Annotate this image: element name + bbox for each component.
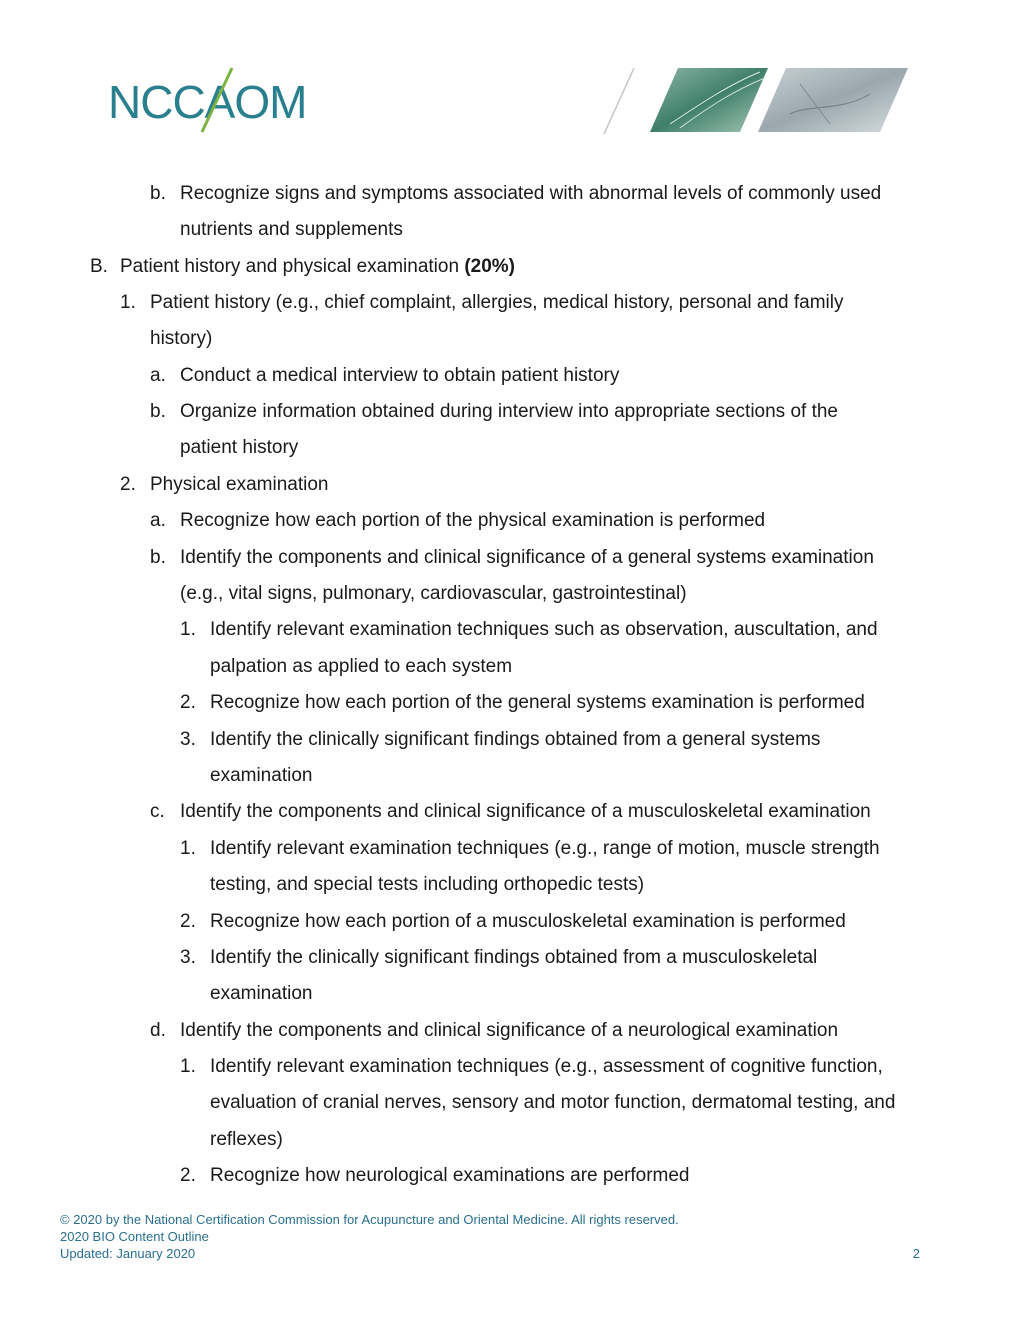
logo-text: NCCAOM — [108, 76, 307, 128]
section-weight: (20%) — [464, 256, 515, 277]
page-footer — [60, 1211, 920, 1262]
list-item-continuation: palpation as applied to each system — [210, 656, 513, 677]
list-marker: 2. — [180, 911, 196, 932]
list-item-text: Identify the clinically significant findings obtained from a general systems — [210, 729, 821, 750]
list-marker: a. — [150, 510, 166, 531]
list-marker: B. — [90, 256, 108, 277]
list-marker: 3. — [180, 729, 196, 750]
copyright-text: © 2020 by the National Certification Commission for Acupuncture and Oriental Medicine. All rights reserved. — [60, 1212, 679, 1227]
list-item-text: Identify the components and clinical significance of a neurological examination — [180, 1020, 839, 1041]
page-header — [0, 0, 1020, 150]
list-item-text: Patient history (e.g., chief complaint, allergies, medical history, personal and family — [150, 292, 844, 313]
list-item-continuation: history) — [150, 328, 213, 349]
list-marker: d. — [150, 1020, 166, 1041]
list-item-text: Identify the components and clinical significance of a general systems examination — [180, 547, 874, 568]
list-marker: 2. — [120, 474, 136, 495]
nccaom-logo — [108, 62, 323, 138]
list-item-text: Identify the components and clinical significance of a musculoskeletal examination — [180, 801, 871, 822]
list-marker: 2. — [180, 1165, 196, 1186]
list-item-continuation: (e.g., vital signs, pulmonary, cardiovascular, gastrointestinal) — [180, 583, 687, 604]
list-item-text: Identify the clinically significant findings obtained from a musculoskeletal — [210, 947, 818, 968]
list-item-text: Recognize how each portion of the physical examination is performed — [180, 510, 766, 531]
page-number: 2 — [912, 1246, 920, 1261]
list-item-text: Organize information obtained during interview into appropriate sections of the — [180, 401, 838, 422]
list-item-continuation: reflexes) — [210, 1129, 283, 1150]
list-marker: c. — [150, 801, 165, 822]
list-item-text: Identify relevant examination techniques (e.g., range of motion, muscle strength — [210, 838, 880, 859]
section-title: Patient history and physical examination — [120, 256, 465, 277]
list-marker: b. — [150, 401, 166, 422]
list-marker: b. — [150, 183, 166, 204]
list-item-text: Physical examination — [150, 474, 329, 495]
list-item-continuation: nutrients and supplements — [180, 219, 403, 240]
updated-date: Updated: January 2020 — [60, 1246, 196, 1261]
document-title: 2020 BIO Content Outline — [60, 1229, 209, 1244]
header-banner-image — [600, 64, 910, 136]
list-item-text: Conduct a medical interview to obtain patient history — [180, 365, 620, 386]
list-marker: 1. — [180, 838, 196, 859]
list-item-text: Recognize signs and symptoms associated with abnormal levels of commonly used — [180, 183, 882, 204]
list-item-text: Identify relevant examination techniques (e.g., assessment of cognitive function, — [210, 1056, 883, 1077]
list-item-continuation: examination — [210, 983, 313, 1004]
list-marker: 2. — [180, 692, 196, 713]
list-marker: a. — [150, 365, 166, 386]
list-item-text: Recognize how each portion of a musculoskeletal examination is performed — [210, 911, 846, 932]
list-item-text: Recognize how each portion of the general systems examination is performed — [210, 692, 865, 713]
list-item-continuation: examination — [210, 765, 313, 786]
list-marker: 3. — [180, 947, 196, 968]
list-item-text: Identify relevant examination techniques such as observation, auscultation, and — [210, 619, 878, 640]
list-item-continuation: patient history — [180, 437, 299, 458]
list-marker: 1. — [180, 619, 196, 640]
list-marker: 1. — [120, 292, 136, 313]
list-item-text: Recognize how neurological examinations are performed — [210, 1165, 690, 1186]
list-marker: 1. — [180, 1056, 196, 1077]
list-item-continuation: testing, and special tests including orthopedic tests) — [210, 874, 645, 895]
list-item-continuation: evaluation of cranial nerves, sensory and motor function, dermatomal testing, and — [210, 1092, 896, 1113]
list-marker: b. — [150, 547, 166, 568]
